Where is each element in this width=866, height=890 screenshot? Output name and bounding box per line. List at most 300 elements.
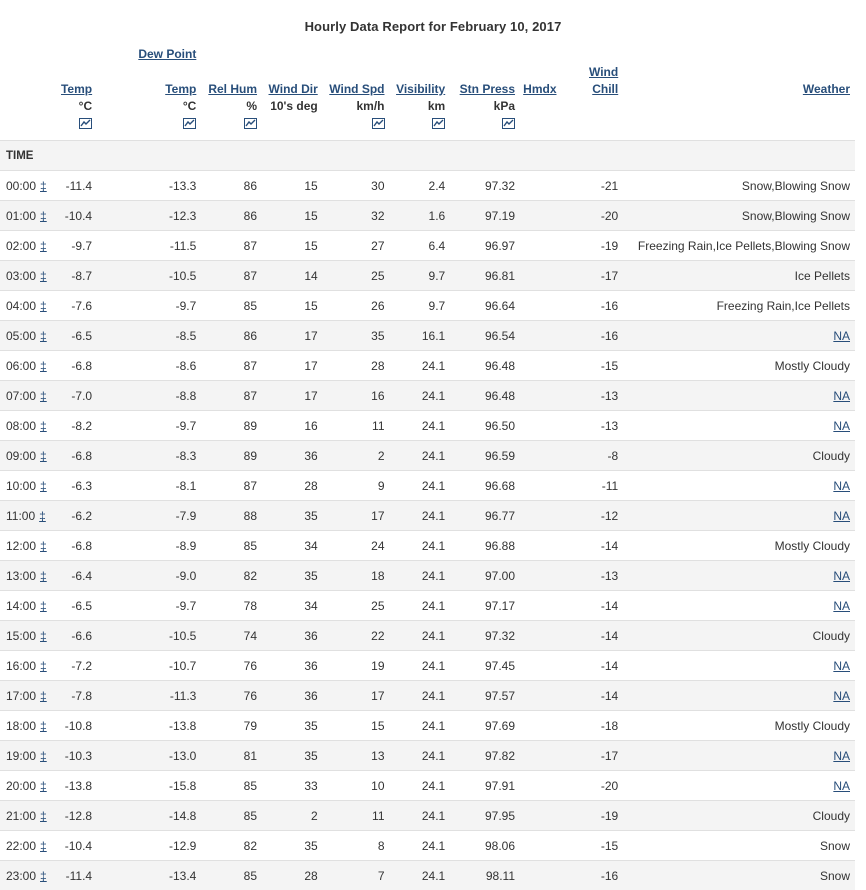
- table-row: [0, 291, 855, 321]
- dagger-link[interactable]: ‡: [40, 869, 47, 883]
- weather-cell: Mostly Cloudy: [623, 711, 855, 741]
- table-row: [0, 621, 855, 651]
- visibility-cell: 24.1: [390, 471, 451, 501]
- hmdx-cell: [520, 351, 561, 381]
- stnpress-chart-icon[interactable]: [502, 118, 515, 129]
- winddir-cell: 35: [262, 561, 323, 591]
- dagger-link[interactable]: ‡: [40, 779, 47, 793]
- temp-cell: -6.6: [55, 621, 97, 651]
- windchill-cell: -13: [562, 381, 624, 411]
- time-cell: [0, 171, 55, 201]
- relhum-cell: 85: [201, 771, 262, 801]
- windspd-cell: 18: [323, 561, 390, 591]
- windspd-cell: 27: [323, 231, 390, 261]
- windchill-cell: -19: [562, 231, 624, 261]
- table-row: [0, 351, 855, 381]
- weather-cell: Cloudy: [623, 801, 855, 831]
- dagger-link[interactable]: ‡: [40, 269, 47, 283]
- time-label: 07:00: [6, 389, 36, 403]
- winddir-cell: 15: [262, 201, 323, 231]
- stnpress-cell: 97.45: [450, 651, 520, 681]
- hmdx-cell: [520, 441, 561, 471]
- time-label: 08:00: [6, 419, 36, 433]
- weather-cell: [623, 471, 855, 501]
- weather-na-link[interactable]: NA: [833, 569, 850, 583]
- winddir-cell: 36: [262, 621, 323, 651]
- windspd-cell: 17: [323, 681, 390, 711]
- windspd-cell: 26: [323, 291, 390, 321]
- stnpress-header-link[interactable]: Stn Press: [460, 82, 515, 96]
- dagger-link[interactable]: ‡: [40, 629, 47, 643]
- weather-na-link[interactable]: NA: [833, 419, 850, 433]
- time-cell: [0, 441, 55, 471]
- dagger-link[interactable]: ‡: [40, 299, 47, 313]
- dewpoint-cell: -10.5: [97, 621, 201, 651]
- windspd-cell: 32: [323, 201, 390, 231]
- time-label: 17:00: [6, 689, 36, 703]
- relhum-cell: 85: [201, 291, 262, 321]
- time-label: 02:00: [6, 239, 36, 253]
- dagger-link[interactable]: ‡: [40, 359, 47, 373]
- temp-cell: -6.4: [55, 561, 97, 591]
- winddir-cell: 36: [262, 681, 323, 711]
- dagger-link[interactable]: ‡: [40, 689, 47, 703]
- stnpress-unit: kPa: [450, 98, 520, 115]
- relhum-unit: %: [201, 98, 262, 115]
- time-cell: [0, 471, 55, 501]
- time-label: 21:00: [6, 809, 36, 823]
- time-label: 23:00: [6, 869, 36, 883]
- winddir-header-link[interactable]: Wind Dir: [269, 82, 318, 96]
- visibility-cell: 24.1: [390, 351, 451, 381]
- hmdx-cell: [520, 711, 561, 741]
- relhum-cell: 85: [201, 861, 262, 890]
- dewpoint-cell: -9.7: [97, 411, 201, 441]
- dagger-link[interactable]: ‡: [40, 179, 47, 193]
- windchill-header-link[interactable]: Wind Chill: [589, 65, 618, 96]
- stnpress-cell: 97.57: [450, 681, 520, 711]
- visibility-cell: 24.1: [390, 501, 451, 531]
- weather-cell: Cloudy: [623, 621, 855, 651]
- relhum-cell: 87: [201, 471, 262, 501]
- table-row: [0, 531, 855, 561]
- table-row: [0, 471, 855, 501]
- stnpress-cell: 96.54: [450, 321, 520, 351]
- winddir-cell: 17: [262, 351, 323, 381]
- temp-cell: -10.8: [55, 711, 97, 741]
- stnpress-cell: 97.19: [450, 201, 520, 231]
- relhum-cell: 89: [201, 441, 262, 471]
- dagger-link[interactable]: ‡: [40, 719, 47, 733]
- time-cell: [0, 351, 55, 381]
- windchill-cell: -11: [562, 471, 624, 501]
- weather-na-link[interactable]: NA: [833, 689, 850, 703]
- windspd-cell: 8: [323, 831, 390, 861]
- visibility-cell: 24.1: [390, 831, 451, 861]
- hmdx-cell: [520, 561, 561, 591]
- windspd-cell: 19: [323, 651, 390, 681]
- winddir-cell: 36: [262, 651, 323, 681]
- windchill-cell: -16: [562, 321, 624, 351]
- table-row: [0, 561, 855, 591]
- windspd-cell: 2: [323, 441, 390, 471]
- table-row: [0, 411, 855, 441]
- dagger-link[interactable]: ‡: [40, 479, 47, 493]
- time-cell: [0, 321, 55, 351]
- time-label: 05:00: [6, 329, 36, 343]
- dagger-link[interactable]: ‡: [40, 569, 47, 583]
- dewpoint-temp-header-link[interactable]: Temp: [165, 82, 196, 96]
- hmdx-cell: [520, 501, 561, 531]
- weather-cell: [623, 411, 855, 441]
- windspd-cell: 25: [323, 261, 390, 291]
- relhum-cell: 74: [201, 621, 262, 651]
- windchill-cell: -14: [562, 651, 624, 681]
- weather-cell: [623, 501, 855, 531]
- weather-na-link[interactable]: NA: [833, 509, 850, 523]
- stnpress-cell: 96.50: [450, 411, 520, 441]
- time-cell: [0, 711, 55, 741]
- visibility-cell: 24.1: [390, 591, 451, 621]
- visibility-cell: 24.1: [390, 861, 451, 890]
- hmdx-cell: [520, 861, 561, 890]
- temp-cell: -6.8: [55, 441, 97, 471]
- hmdx-cell: [520, 471, 561, 501]
- table-row: [0, 231, 855, 261]
- time-cell: [0, 741, 55, 771]
- dewpoint-cell: -8.3: [97, 441, 201, 471]
- time-label: 09:00: [6, 449, 36, 463]
- hmdx-cell: [520, 381, 561, 411]
- hmdx-cell: [520, 291, 561, 321]
- table-row: [0, 381, 855, 411]
- dewpoint-cell: -9.7: [97, 291, 201, 321]
- time-cell: [0, 411, 55, 441]
- winddir-cell: 16: [262, 411, 323, 441]
- time-cell: [0, 591, 55, 621]
- winddir-cell: 14: [262, 261, 323, 291]
- relhum-cell: 79: [201, 711, 262, 741]
- windspd-cell: 28: [323, 351, 390, 381]
- relhum-cell: 89: [201, 411, 262, 441]
- relhum-cell: 78: [201, 591, 262, 621]
- windchill-cell: -14: [562, 621, 624, 651]
- hmdx-cell: [520, 801, 561, 831]
- dewpoint-cell: -15.8: [97, 771, 201, 801]
- temp-chart-icon[interactable]: [79, 118, 92, 129]
- table-row: [0, 321, 855, 351]
- relhum-cell: 86: [201, 321, 262, 351]
- time-label: 19:00: [6, 749, 36, 763]
- table-row: [0, 201, 855, 231]
- weather-cell: [623, 681, 855, 711]
- winddir-cell: 15: [262, 231, 323, 261]
- visibility-cell: 16.1: [390, 321, 451, 351]
- dagger-link[interactable]: ‡: [40, 329, 47, 343]
- visibility-cell: 24.1: [390, 441, 451, 471]
- temp-cell: -6.8: [55, 531, 97, 561]
- dagger-link[interactable]: ‡: [40, 239, 47, 253]
- dewpoint-cell: -13.8: [97, 711, 201, 741]
- visibility-cell: 24.1: [390, 681, 451, 711]
- dagger-link[interactable]: ‡: [40, 749, 47, 763]
- stnpress-cell: 96.68: [450, 471, 520, 501]
- temp-cell: -6.5: [55, 321, 97, 351]
- weather-cell: [623, 561, 855, 591]
- time-label: 18:00: [6, 719, 36, 733]
- relhum-cell: 88: [201, 501, 262, 531]
- dewpoint-chart-icon[interactable]: [183, 118, 196, 129]
- weather-na-link[interactable]: NA: [833, 389, 850, 403]
- time-label: 13:00: [6, 569, 36, 583]
- weather-header-link[interactable]: Weather: [803, 82, 850, 96]
- windchill-cell: -20: [562, 201, 624, 231]
- windspd-cell: 25: [323, 591, 390, 621]
- dewpoint-unit: °C: [97, 98, 201, 115]
- weather-na-link[interactable]: NA: [833, 479, 850, 493]
- relhum-chart-icon[interactable]: [244, 118, 257, 129]
- windspd-cell: 13: [323, 741, 390, 771]
- relhum-cell: 87: [201, 231, 262, 261]
- hmdx-cell: [520, 171, 561, 201]
- windchill-cell: -12: [562, 501, 624, 531]
- stnpress-cell: 96.48: [450, 381, 520, 411]
- table-row: [0, 801, 855, 831]
- hmdx-cell: [520, 201, 561, 231]
- stnpress-cell: 97.32: [450, 621, 520, 651]
- dewpoint-cell: -8.8: [97, 381, 201, 411]
- time-label: 20:00: [6, 779, 36, 793]
- weather-cell: Snow,Blowing Snow: [623, 201, 855, 231]
- dewpoint-cell: -13.0: [97, 741, 201, 771]
- time-header: TIME: [0, 141, 855, 171]
- temp-cell: -6.2: [55, 501, 97, 531]
- dagger-link[interactable]: ‡: [40, 659, 47, 673]
- winddir-cell: 17: [262, 321, 323, 351]
- visibility-cell: 9.7: [390, 261, 451, 291]
- time-cell: [0, 501, 55, 531]
- time-cell: [0, 291, 55, 321]
- dewpoint-cell: -9.0: [97, 561, 201, 591]
- table-row: [0, 741, 855, 771]
- windchill-cell: -15: [562, 351, 624, 381]
- table-row: [0, 771, 855, 801]
- visibility-cell: 2.4: [390, 171, 451, 201]
- temp-cell: -7.8: [55, 681, 97, 711]
- weather-na-link[interactable]: NA: [833, 659, 850, 673]
- time-cell: [0, 561, 55, 591]
- weather-cell: Snow,Blowing Snow: [623, 171, 855, 201]
- stnpress-cell: 96.97: [450, 231, 520, 261]
- stnpress-cell: 98.11: [450, 861, 520, 890]
- time-label: 16:00: [6, 659, 36, 673]
- dewpoint-cell: -8.6: [97, 351, 201, 381]
- relhum-cell: 76: [201, 681, 262, 711]
- stnpress-cell: 97.00: [450, 561, 520, 591]
- weather-cell: [623, 741, 855, 771]
- winddir-cell: 35: [262, 501, 323, 531]
- visibility-unit: km: [390, 98, 451, 115]
- time-cell: [0, 621, 55, 651]
- time-label: 12:00: [6, 539, 36, 553]
- temp-cell: -10.3: [55, 741, 97, 771]
- weather-cell: [623, 651, 855, 681]
- dewpoint-cell: -12.3: [97, 201, 201, 231]
- table-row: [0, 591, 855, 621]
- time-cell: [0, 831, 55, 861]
- winddir-unit: 10's deg: [262, 98, 323, 115]
- stnpress-cell: 96.77: [450, 501, 520, 531]
- winddir-cell: 15: [262, 291, 323, 321]
- visibility-cell: 24.1: [390, 711, 451, 741]
- weather-cell: [623, 321, 855, 351]
- windspd-chart-icon[interactable]: [372, 118, 385, 129]
- windspd-cell: 30: [323, 171, 390, 201]
- table-row: [0, 681, 855, 711]
- page-title: Hourly Data Report for February 10, 2017: [0, 0, 866, 39]
- weather-cell: [623, 591, 855, 621]
- visibility-cell: 24.1: [390, 531, 451, 561]
- temp-header-link[interactable]: Temp: [61, 82, 92, 96]
- winddir-cell: 34: [262, 531, 323, 561]
- dewpoint-cell: -12.9: [97, 831, 201, 861]
- hmdx-cell: [520, 531, 561, 561]
- stnpress-cell: 96.48: [450, 351, 520, 381]
- dagger-link[interactable]: ‡: [40, 839, 47, 853]
- dewpoint-cell: -13.3: [97, 171, 201, 201]
- stnpress-cell: 96.88: [450, 531, 520, 561]
- relhum-header-link[interactable]: Rel Hum: [208, 82, 257, 96]
- dagger-link[interactable]: ‡: [40, 449, 47, 463]
- relhum-cell: 82: [201, 831, 262, 861]
- relhum-cell: 82: [201, 561, 262, 591]
- windspd-cell: 35: [323, 321, 390, 351]
- time-cell: [0, 201, 55, 231]
- windspd-cell: 11: [323, 411, 390, 441]
- dagger-link[interactable]: ‡: [40, 419, 47, 433]
- time-cell: [0, 771, 55, 801]
- windchill-cell: -20: [562, 771, 624, 801]
- stnpress-cell: 97.91: [450, 771, 520, 801]
- relhum-cell: 85: [201, 531, 262, 561]
- dewpoint-cell: -7.9: [97, 501, 201, 531]
- temp-cell: -13.8: [55, 771, 97, 801]
- dagger-link[interactable]: ‡: [40, 599, 47, 613]
- dewpoint-cell: -11.5: [97, 231, 201, 261]
- stnpress-cell: 97.32: [450, 171, 520, 201]
- winddir-cell: 35: [262, 711, 323, 741]
- table-row: [0, 651, 855, 681]
- windchill-cell: -8: [562, 441, 624, 471]
- winddir-cell: 33: [262, 771, 323, 801]
- time-label: 03:00: [6, 269, 36, 283]
- table-row: [0, 171, 855, 201]
- windspd-cell: 11: [323, 801, 390, 831]
- visibility-header-link[interactable]: Visibility: [396, 82, 445, 96]
- visibility-cell: 1.6: [390, 201, 451, 231]
- temp-cell: -8.2: [55, 411, 97, 441]
- windspd-cell: 17: [323, 501, 390, 531]
- windspd-cell: 7: [323, 861, 390, 890]
- table-row: [0, 861, 855, 890]
- dagger-link[interactable]: ‡: [40, 809, 47, 823]
- windspd-cell: 9: [323, 471, 390, 501]
- hmdx-header-link[interactable]: Hmdx: [523, 82, 556, 96]
- dewpoint-cell: -11.3: [97, 681, 201, 711]
- relhum-cell: 81: [201, 741, 262, 771]
- winddir-cell: 2: [262, 801, 323, 831]
- hmdx-cell: [520, 771, 561, 801]
- windchill-cell: -16: [562, 291, 624, 321]
- dewpoint-cell: -8.1: [97, 471, 201, 501]
- weather-cell: [623, 381, 855, 411]
- windchill-cell: -14: [562, 591, 624, 621]
- relhum-cell: 85: [201, 801, 262, 831]
- time-label: 00:00: [6, 179, 36, 193]
- windspd-unit: km/h: [323, 98, 390, 115]
- winddir-cell: 35: [262, 741, 323, 771]
- visibility-cell: 24.1: [390, 561, 451, 591]
- visibility-cell: 24.1: [390, 801, 451, 831]
- dagger-link[interactable]: ‡: [39, 509, 46, 523]
- weather-cell: Snow: [623, 831, 855, 861]
- hmdx-cell: [520, 591, 561, 621]
- windchill-cell: -15: [562, 831, 624, 861]
- weather-na-link[interactable]: NA: [833, 749, 850, 763]
- visibility-cell: 24.1: [390, 621, 451, 651]
- dewpoint-cell: -10.5: [97, 261, 201, 291]
- time-cell: [0, 261, 55, 291]
- weather-cell: Ice Pellets: [623, 261, 855, 291]
- hmdx-cell: [520, 681, 561, 711]
- windspd-header-link[interactable]: Wind Spd: [329, 82, 384, 96]
- time-label: 06:00: [6, 359, 36, 373]
- dagger-link[interactable]: ‡: [40, 539, 47, 553]
- weather-cell: Mostly Cloudy: [623, 531, 855, 561]
- weather-na-link[interactable]: NA: [833, 329, 850, 343]
- relhum-cell: 87: [201, 351, 262, 381]
- table-row: [0, 441, 855, 471]
- temp-cell: -10.4: [55, 831, 97, 861]
- windchill-cell: -18: [562, 711, 624, 741]
- time-label: 10:00: [6, 479, 36, 493]
- windspd-cell: 16: [323, 381, 390, 411]
- winddir-cell: 15: [262, 171, 323, 201]
- windspd-cell: 10: [323, 771, 390, 801]
- hmdx-cell: [520, 831, 561, 861]
- windchill-cell: -17: [562, 261, 624, 291]
- dagger-link[interactable]: ‡: [40, 209, 47, 223]
- relhum-cell: 87: [201, 261, 262, 291]
- table-row: [0, 501, 855, 531]
- weather-na-link[interactable]: NA: [833, 599, 850, 613]
- dewpoint-cell: -10.7: [97, 651, 201, 681]
- weather-na-link[interactable]: NA: [833, 779, 850, 793]
- relhum-cell: 87: [201, 381, 262, 411]
- dewpoint-header-link[interactable]: Dew Point: [138, 47, 196, 61]
- temp-cell: -11.4: [55, 861, 97, 890]
- visibility-chart-icon[interactable]: [432, 118, 445, 129]
- stnpress-cell: 96.81: [450, 261, 520, 291]
- visibility-cell: 24.1: [390, 381, 451, 411]
- weather-cell: [623, 771, 855, 801]
- stnpress-cell: 96.59: [450, 441, 520, 471]
- temp-cell: -6.5: [55, 591, 97, 621]
- windchill-cell: -16: [562, 861, 624, 890]
- dagger-link[interactable]: ‡: [40, 389, 47, 403]
- temp-cell: -12.8: [55, 801, 97, 831]
- table-row: [0, 831, 855, 861]
